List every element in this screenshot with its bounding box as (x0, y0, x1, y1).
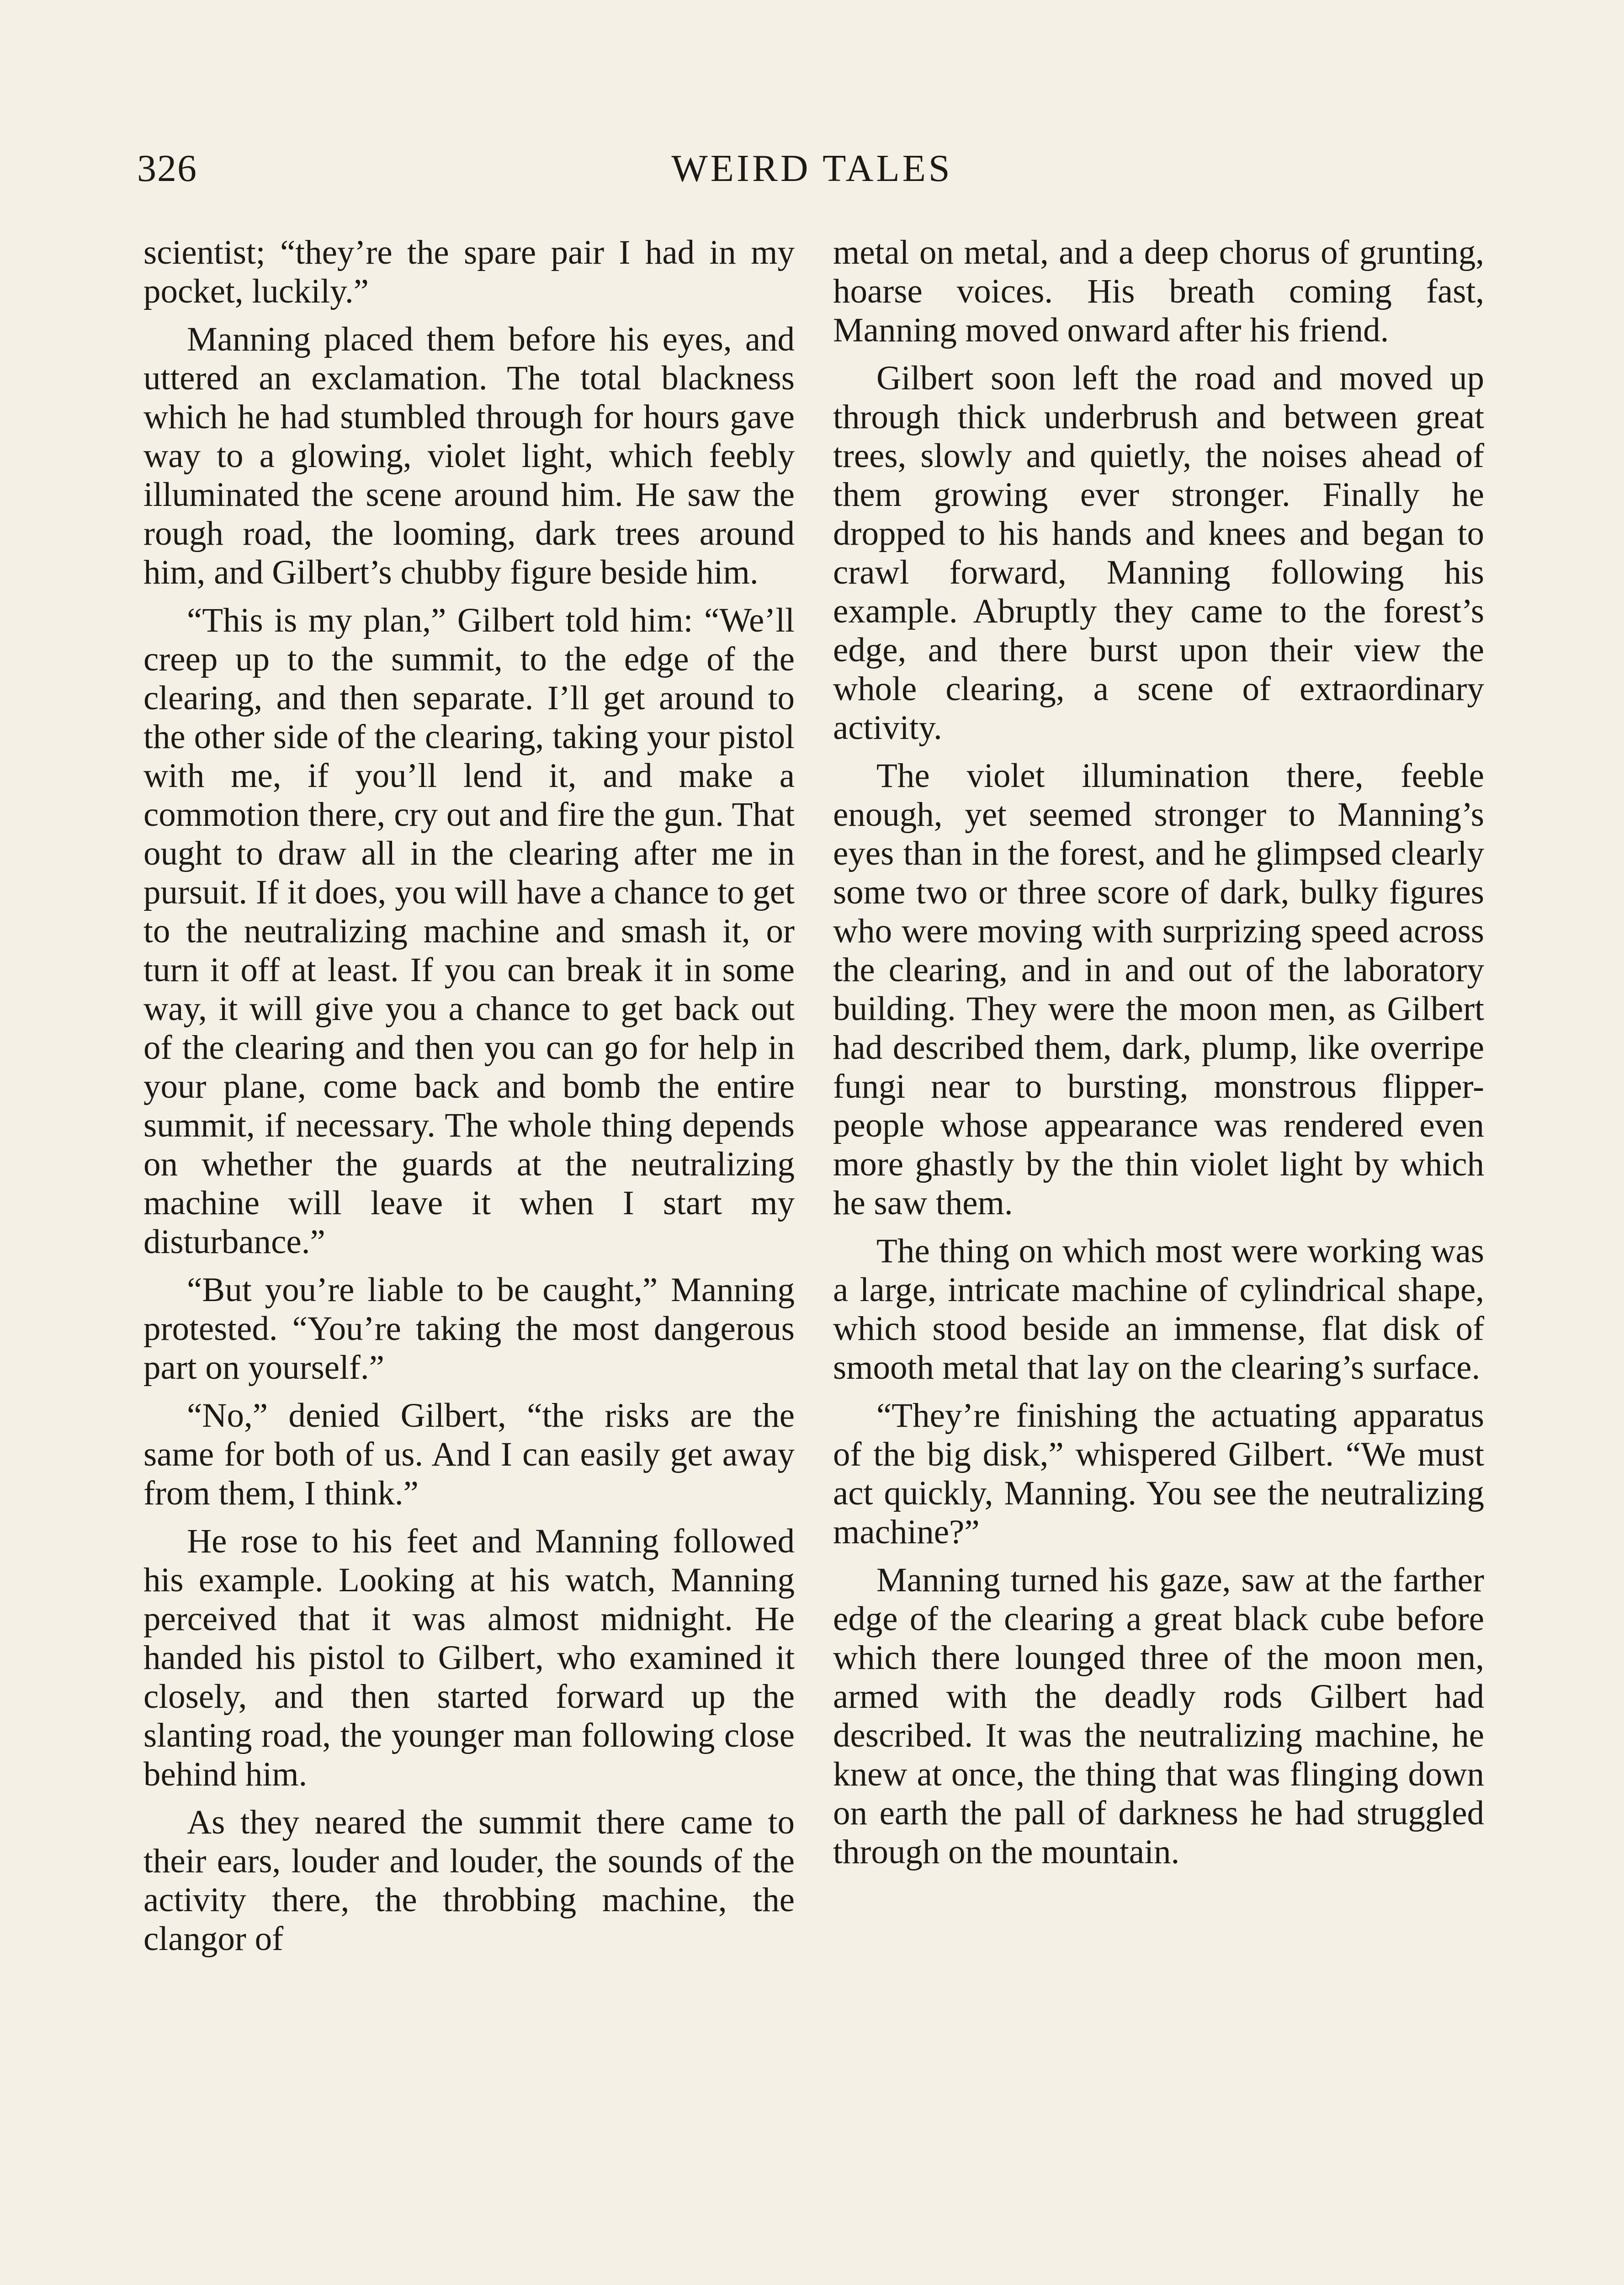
page-number: 326 (137, 147, 197, 190)
paragraph: Gilbert soon left the road and moved up through thick underbrush and between great trees, slowly and quietly, the noises ahead of them growing ever stronger. Finally he dropped to his hands and knees and began to crawl forward, Manning following his example. Abruptly they came to the forest’s edge, and there burst upon their view the whole clearing, a scene of extraordinary activity. (833, 359, 1484, 747)
paragraph: scientist; “they’re the spare pair I had in my pocket, luckily.” (143, 234, 795, 310)
paragraph: metal on metal, and a deep chorus of grunting, hoarse voices. His breath coming fast, Manning moved onward after his friend. (833, 234, 1484, 349)
paragraph: “They’re finishing the actuating apparatus of the big disk,” whispered Gilbert. “We must act quickly, Manning. You see the neutralizing machine?” (833, 1397, 1484, 1551)
paragraph: He rose to his feet and Manning followed his example. Looking at his watch, Manning perceived that it was almost midnight. He handed his pistol to Gilbert, who examined it closely, and then started forward up the slanting road, the younger man following close behind him. (143, 1522, 795, 1793)
paragraph: The thing on which most were working was a large, intricate machine of cylindrical shape, which stood beside an immense, flat disk of smooth metal that lay on the clearing’s surface. (833, 1232, 1484, 1387)
paragraph: “No,” denied Gilbert, “the risks are the same for both of us. And I can easily get away from them, I think.” (143, 1397, 795, 1512)
magazine-title: WEIRD TALES (671, 147, 953, 190)
paragraph: As they neared the summit there came to their ears, louder and louder, the sounds of the activity there, the throbbing machine, the clangor of (143, 1803, 795, 1958)
paragraph: “This is my plan,” Gilbert told him: “We’ll creep up to the summit, to the edge of the clearing, and then separate. I’ll get around to the other side of the clearing, taking your pistol with me, if you’ll lend it, and make a commotion there, cry out and fire the gun. That ought to draw all in the clearing after me in pursuit. If it does, you will have a chance to get to the neutralizing machine and smash it, or turn it off at least. If you can break it in some way, it will give you a chance to get back out of the clearing and then you can go for help in your plane, come back and bomb the entire summit, if necessary. The whole thing depends on whether the guards at the neutralizing machine will leave it when I start my disturbance.” (143, 601, 795, 1261)
paragraph: “But you’re liable to be caught,” Manning protested. “You’re taking the most dangerous part on yourself.” (143, 1271, 795, 1387)
paragraph: Manning turned his gaze, saw at the farther edge of the clearing a great black cube before which there lounged three of the moon men, armed with the deadly rods Gilbert had described. It was the neutralizing machine, he knew at once, the thing that was flinging down on earth the pall of darkness he had struggled through on the mountain. (833, 1561, 1484, 1871)
right-column (833, 233, 1484, 1881)
left-column (143, 233, 795, 1967)
paragraph: The violet illumination there, feeble enough, yet seemed stronger to Manning’s eyes than in the forest, and he glimpsed clearly some two or three score of dark, bulky figures who were moving with surprizing speed across the clearing, and in and out of the laboratory building. They were the moon men, as Gilbert had described them, dark, plump, like overripe fungi near to bursting, monstrous flipper-people whose appearance was rendered even more ghastly by the thin violet light by which he saw them. (833, 757, 1484, 1222)
paragraph: Manning placed them before his eyes, and uttered an exclamation. The total blackness which he had stumbled through for hours gave way to a glowing, violet light, which feebly illuminated the scene around him. He saw the rough road, the looming, dark trees around him, and Gilbert’s chubby figure beside him. (143, 320, 795, 591)
